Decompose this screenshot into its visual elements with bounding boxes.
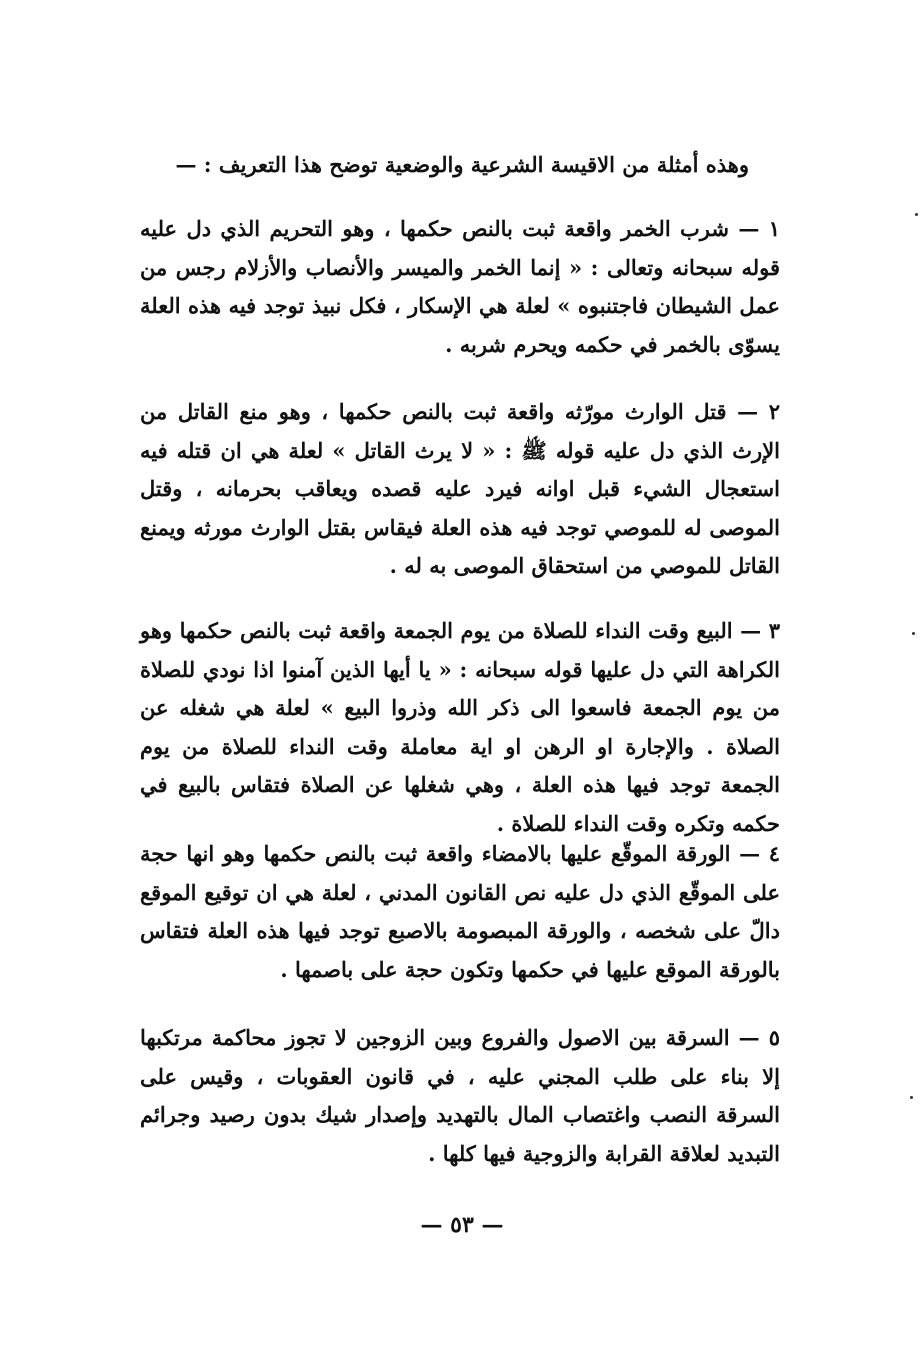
scan-speck [910,1096,913,1099]
scan-speck [912,632,915,635]
example-paragraph-2: ٢ — قتل الوارث مورّثه واقعة ثبت بالنص حكمها ، وهو منع القاتل من الإرث الذي دل عليه قوله ﷺ : « لا يرث القاتل » لعلة هي ان قتله فيه استعجال الشيء قبل اوانه فيرد عليه قصده ويعاقب بحرمانه ، وقتل الموصى له للموصي توجد فيه هذه العلة فيقاس بقتل الوارث مورثه ويمنع القاتل للموصي من استحقاق الموصى به له . [140,399,780,578]
example-paragraph-5: ٥ — السرقة بين الاصول والفروع وبين الزوجين لا تجوز محاكمة مرتكبها إلا بناء على طلب المجني عليه ، في قانون العقوبات ، وقيس على السرقة النصب واغتصاب المال بالتهديد وإصدار شيك بدون رصيد وجرائم التبديد لعلاقة القرابة والزوجية فيها كلها . [140,1025,780,1166]
example-paragraph-1: ١ — شرب الخمر واقعة ثبت بالنص حكمها ، وهو التحريم الذي دل عليه قوله سبحانه وتعالى : « إنما الخمر والميسر والأنصاب والأزلام رجس من عمل الشيطان فاجتنبوه » لعلة هي الإسكار ، فكل نبيذ توجد فيه هذه العلة يسوّى بالخمر في حكمه ويحرم شربه . [140,216,780,357]
example-paragraph-4: ٤ — الورقة الموقّع عليها بالامضاء واقعة ثبت بالنص حكمها وهو انها حجة على الموقّع الذي دل عليه نص القانون المدني ، لعلة هي ان توقيع الموقع دالّ على شخصه ، والورقة المبصومة بالاصبع توجد فيها هذه العلة فتقاس بالورقة الموقع عليها في حكمها وتكون حجة على باصمها . [140,841,780,982]
intro-line: وهذه أمثلة من الاقيسة الشرعية والوضعية توضح هذا التعريف : — [175,152,749,177]
scan-speck [915,213,918,216]
example-paragraph-3: ٣ — البيع وقت النداء للصلاة من يوم الجمعة واقعة ثبت بالنص حكمها وهو الكراهة التي دل عليها قوله سبحانه : « يا أيها الذين آمنوا اذا نودي للصلاة من يوم الجمعة فاسعوا الى ذكر الله وذروا البيع » لعلة هي شغله عن الصلاة . والإجارة او الرهن او اية معاملة وقت النداء للصلاة من يوم الجمعة توجد فيها هذه العلة ، وهي شغلها عن الصلاة فتقاس بالبيع في حكمه وتكره وقت النداء للصلاة . [140,618,780,836]
page-number: — ٥٣ — [420,1212,504,1238]
